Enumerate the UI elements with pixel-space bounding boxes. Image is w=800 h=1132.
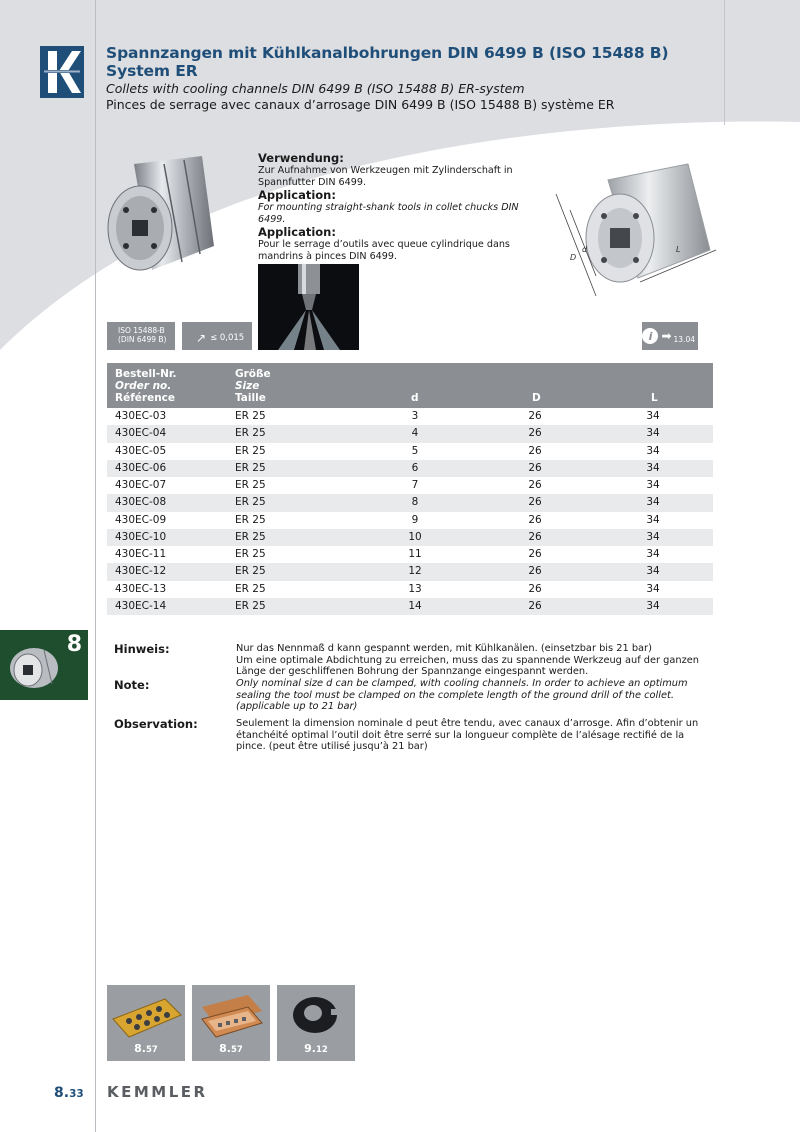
kemmler-k-logo-icon	[40, 46, 84, 98]
pointer-arrow-icon: ➡	[661, 328, 672, 343]
table-row	[107, 494, 713, 511]
cell-L: 34	[646, 444, 660, 457]
cell-D: 26	[528, 513, 542, 526]
cell-order: 430EC-10	[115, 530, 167, 543]
tolerance-value: ≤ 0,015	[210, 332, 245, 343]
cell-D: 26	[528, 530, 542, 543]
cell-d: 5	[411, 444, 419, 457]
cell-size: ER 25	[235, 461, 266, 474]
reference-badge[interactable]	[642, 322, 698, 350]
hinweis-label: Hinweis:	[114, 642, 170, 656]
header-L: L	[651, 392, 658, 404]
related-collet-set-thumb[interactable]	[107, 985, 185, 1061]
cell-L: 34	[646, 427, 660, 440]
cell-size: ER 25	[235, 565, 266, 578]
cell-d: 10	[408, 530, 422, 543]
observation-label: Observation:	[114, 717, 198, 731]
table-row	[107, 408, 713, 425]
cell-d: 14	[408, 599, 422, 612]
reference-page: 13.04	[673, 334, 695, 344]
usage-text-french: Pour le serrage d’outils avec queue cylindrique dans mandrins à pinces DIN 6499.	[258, 239, 510, 262]
cell-d: 13	[408, 582, 422, 595]
cell-D: 26	[528, 496, 542, 509]
cell-size: ER 25	[235, 530, 266, 543]
header-order-en: Order no.	[115, 380, 172, 392]
cell-order: 430EC-12	[115, 565, 167, 578]
cell-order: 430EC-11	[115, 548, 167, 560]
drawing-label-D: D	[570, 253, 577, 262]
table-row	[107, 512, 713, 529]
hinweis-line2: Um eine optimale Abdichtung zu erreichen, muss das zu spannende Werkzeug auf der ganzen Länge der geschliffenen Bohrung der Spannzange eingespannt werden.	[236, 654, 699, 678]
cell-L: 34	[646, 513, 660, 526]
cell-D: 26	[528, 599, 542, 612]
cell-D: 26	[528, 582, 542, 595]
cell-size: ER 25	[235, 427, 266, 440]
header-size-en: Size	[235, 380, 260, 392]
cell-size: ER 25	[235, 444, 266, 457]
cell-order: 430EC-04	[115, 427, 167, 440]
page-title-french: Pinces de serrage avec canaux d’arrosage DIN 6499 B (ISO 15488 B) système ER	[106, 97, 615, 112]
table-row	[107, 529, 713, 546]
cell-D: 26	[528, 479, 542, 491]
collet-photo	[104, 150, 218, 274]
hinweis-line1: Nur das Nennmaß d kann gespannt werden, mit Kühlkanälen. (einsetzbar bis 21 bar)	[236, 643, 652, 654]
cell-d: 6	[411, 461, 419, 474]
cell-size: ER 25	[235, 479, 266, 491]
table-row	[107, 477, 713, 494]
cell-d: 8	[411, 496, 419, 509]
cell-size: ER 25	[235, 513, 266, 526]
related-wooden-box-thumb[interactable]	[192, 985, 270, 1061]
cell-d: 12	[408, 565, 422, 578]
right-margin-rule	[724, 0, 725, 125]
chapter-tab[interactable]	[0, 630, 88, 700]
drawing-label-L: L	[676, 245, 681, 254]
cell-D: 26	[528, 548, 542, 560]
drawing-label-d: d	[582, 245, 588, 254]
cell-d: 9	[411, 513, 419, 526]
info-icon: i	[642, 328, 658, 344]
header-order-de: Bestell-Nr.	[115, 368, 177, 380]
header-size-de: Größe	[235, 368, 271, 380]
related-page-1: 8.57	[134, 1042, 158, 1055]
table-row	[107, 563, 713, 580]
usage-text-german: Zur Aufnahme von Werkzeugen mit Zylinderschaft in Spannfutter DIN 6499.	[258, 165, 513, 188]
header-size-fr: Taille	[235, 392, 266, 404]
table-row	[107, 546, 713, 563]
cell-d: 7	[411, 479, 419, 491]
cell-L: 34	[646, 582, 660, 595]
cell-order: 430EC-07	[115, 479, 167, 491]
table-row	[107, 425, 713, 442]
cell-D: 26	[528, 410, 542, 422]
cell-size: ER 25	[235, 410, 266, 422]
cell-order: 430EC-09	[115, 513, 167, 526]
cell-order: 430EC-05	[115, 444, 167, 457]
related-page-2: 8.57	[219, 1042, 243, 1055]
cell-L: 34	[646, 496, 660, 509]
usage-description	[258, 151, 548, 262]
iso-badge-line2: (DIN 6499 B)	[118, 335, 167, 344]
coolant-application-photo	[258, 264, 359, 350]
header-size	[235, 368, 271, 404]
cell-d: 3	[411, 410, 419, 422]
usage-heading-english: Application:	[258, 188, 336, 202]
usage-heading-german: Verwendung:	[258, 151, 344, 165]
title-block	[106, 44, 716, 112]
cell-d: 4	[411, 427, 419, 440]
header-order-fr: Référence	[115, 392, 176, 404]
related-page-3: 9.12	[304, 1042, 328, 1055]
page-title-german: Spannzangen mit Kühlkanalbohrungen DIN 6499 B (ISO 15488 B) System ER	[106, 44, 669, 80]
cell-L: 34	[646, 565, 660, 578]
table-row	[107, 443, 713, 460]
usage-text-english: For mounting straight-shank tools in collet chucks DIN 6499.	[258, 202, 519, 225]
cell-D: 26	[528, 427, 542, 440]
cell-L: 34	[646, 548, 660, 560]
collet-technical-drawing	[548, 150, 724, 300]
hinweis-text	[236, 643, 706, 678]
chapter-number: 8	[66, 632, 82, 657]
product-table-body	[107, 408, 713, 615]
cell-size: ER 25	[235, 599, 266, 612]
table-row	[107, 581, 713, 598]
cell-order: 430EC-06	[115, 461, 167, 474]
iso-standard-badge	[107, 322, 175, 350]
usage-heading-french: Application:	[258, 225, 336, 239]
cell-order: 430EC-13	[115, 582, 167, 595]
note-label: Note:	[114, 678, 150, 692]
note-text: Only nominal size d can be clamped, with cooling channels. In order to achieve an optimum sealing the tool must be clamped on the complete length of the ground drill of the collet. (applicable up to 21 bar)	[236, 678, 688, 713]
cell-L: 34	[646, 530, 660, 543]
cell-size: ER 25	[235, 548, 266, 560]
cell-L: 34	[646, 461, 660, 474]
table-row	[107, 598, 713, 615]
runout-arrow-icon: ↗	[196, 330, 207, 345]
page-number: 8.33	[54, 1085, 84, 1101]
iso-badge-line1: ISO 15488-B	[118, 326, 165, 335]
runout-tolerance-badge	[182, 322, 252, 350]
cell-L: 34	[646, 479, 660, 491]
header-d: d	[411, 392, 419, 404]
page-title-english: Collets with cooling channels DIN 6499 B (ISO 15488 B) ER-system	[106, 81, 525, 96]
cell-D: 26	[528, 565, 542, 578]
cell-d: 11	[408, 548, 422, 560]
cell-order: 430EC-14	[115, 599, 167, 612]
related-clamping-nut-thumb[interactable]	[277, 985, 355, 1061]
cell-D: 26	[528, 444, 542, 457]
header-D: D	[532, 392, 541, 404]
table-header	[107, 363, 713, 408]
observation-text: Seulement la dimension nominale d peut être tendu, avec canaux d’arrosge. Afin d’obtenir un étanchéité optimal l’outil doit être serré sur la longueur complète de l’alésage rectifié de la pince. (peut être utilisé jusqu’à 21 bar)	[236, 718, 699, 753]
cell-order: 430EC-08	[115, 496, 167, 509]
left-margin-rule	[95, 0, 96, 1132]
cell-size: ER 25	[235, 582, 266, 595]
header-order-number	[115, 368, 177, 404]
cell-size: ER 25	[235, 496, 266, 509]
cell-L: 34	[646, 410, 660, 422]
table-row	[107, 460, 713, 477]
cell-order: 430EC-03	[115, 410, 167, 422]
brand-name: KEMMLER	[107, 1083, 208, 1101]
collet-thumbnail-icon	[8, 642, 68, 692]
cell-D: 26	[528, 461, 542, 474]
cell-L: 34	[646, 599, 660, 612]
